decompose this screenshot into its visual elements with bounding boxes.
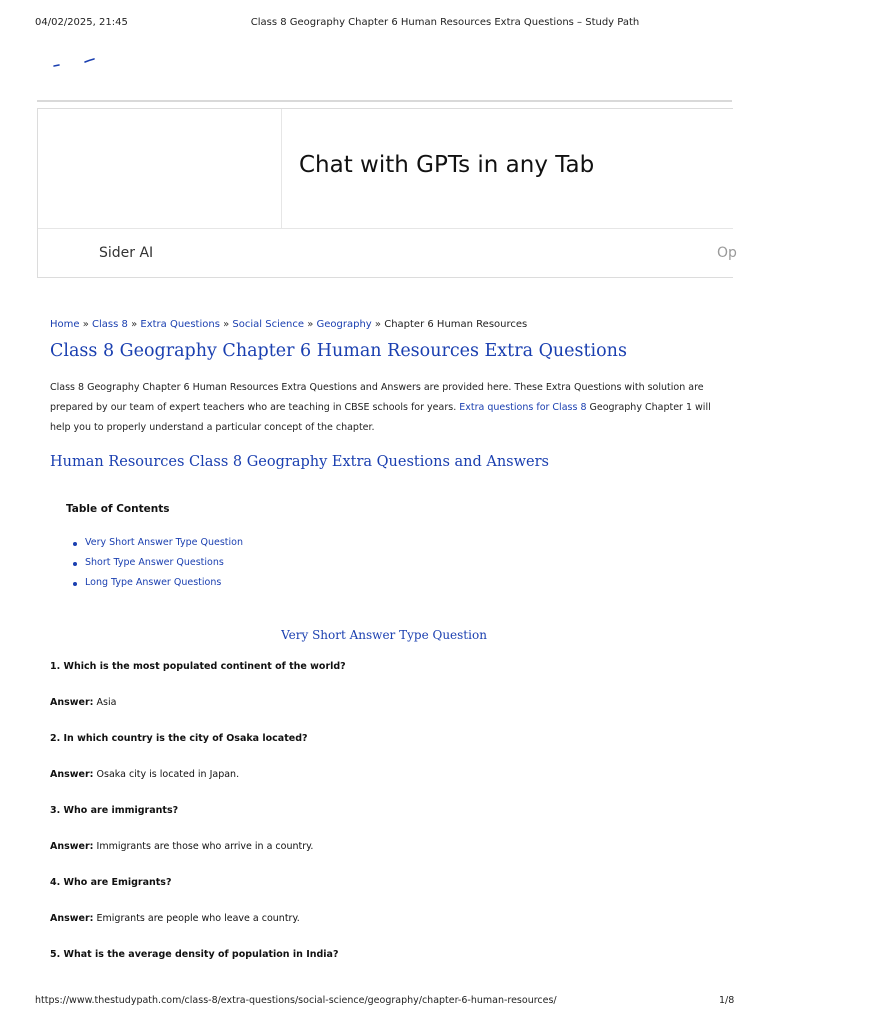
breadcrumb-extra-questions[interactable]: Extra Questions — [140, 319, 220, 330]
answer-3 — [50, 841, 313, 852]
breadcrumb-current: Chapter 6 Human Resources — [384, 319, 528, 330]
breadcrumb-separator: » — [223, 319, 230, 330]
answer-text: Emigrants are people who leave a country. — [96, 913, 300, 924]
toc-link-very-short[interactable]: Very Short Answer Type Question — [85, 537, 244, 548]
toc-list — [70, 537, 243, 597]
breadcrumb-separator: » — [131, 319, 138, 330]
toc-item — [70, 537, 243, 557]
intro-text-continued: Geography Chapter 1 will help you to properly understand a particular concept of the chapter. — [50, 402, 711, 433]
ad-divider — [38, 228, 733, 229]
intro-paragraph — [50, 378, 722, 438]
section-heading: Very Short Answer Type Question — [281, 628, 487, 642]
answer-label: Answer: — [50, 841, 94, 852]
ad-banner[interactable] — [37, 108, 737, 278]
ad-headline[interactable]: Chat with GPTs in any Tab — [299, 152, 595, 178]
section-subtitle: Human Resources Class 8 Geography Extra Questions and Answers — [50, 454, 549, 470]
extra-questions-link[interactable]: Extra questions for Class 8 — [459, 402, 587, 413]
toc-title: Table of Contents — [66, 503, 170, 515]
answer-1 — [50, 697, 116, 708]
intro-text: Class 8 Geography Chapter 6 Human Resources Extra Questions and Answers are provided here. These Extra Questions with solution are prepared by our team of expert teachers who are teaching in CBSE schools for years. — [50, 382, 704, 413]
question-3: 3. Who are immigrants? — [50, 805, 179, 816]
breadcrumb-social-science[interactable]: Social Science — [232, 319, 304, 330]
answer-2 — [50, 769, 239, 780]
ad-brand[interactable]: Sider AI — [99, 245, 154, 261]
question-1: 1. Which is the most populated continent of the world? — [50, 661, 346, 672]
toc-link-short[interactable]: Short Type Answer Questions — [85, 557, 224, 568]
question-2: 2. In which country is the city of Osaka located? — [50, 733, 308, 744]
answer-text: Osaka city is located in Japan. — [96, 769, 240, 780]
breadcrumb — [50, 319, 527, 330]
ad-image-placeholder — [38, 109, 282, 228]
breadcrumb-home[interactable]: Home — [50, 319, 80, 330]
ad-open-button[interactable]: Op — [717, 245, 737, 261]
answer-label: Answer: — [50, 697, 94, 708]
answer-label: Answer: — [50, 913, 94, 924]
print-page-title: Class 8 Geography Chapter 6 Human Resources Extra Questions – Study Path — [250, 17, 640, 28]
print-page-number: 1/8 — [719, 995, 735, 1006]
question-5: 5. What is the average density of population in India? — [50, 949, 339, 960]
print-url: https://www.thestudypath.com/class-8/extra-questions/social-science/geography/chapter-6-human-resources/ — [35, 995, 557, 1006]
breadcrumb-class-8[interactable]: Class 8 — [92, 319, 128, 330]
answer-text: Asia — [96, 697, 117, 708]
toc-link-long[interactable]: Long Type Answer Questions — [85, 577, 222, 588]
answer-text: Immigrants are those who arrive in a country. — [96, 841, 314, 852]
question-4: 4. Who are Emigrants? — [50, 877, 172, 888]
answer-4 — [50, 913, 300, 924]
breadcrumb-separator: » — [82, 319, 89, 330]
header-divider — [37, 100, 732, 102]
answer-label: Answer: — [50, 769, 94, 780]
breadcrumb-separator: » — [374, 319, 382, 330]
toc-item — [70, 557, 243, 577]
site-logo[interactable] — [48, 54, 100, 72]
breadcrumb-geography[interactable]: Geography — [316, 319, 372, 330]
print-datetime: 04/02/2025, 21:45 — [35, 17, 128, 28]
toc-item — [70, 577, 243, 597]
page-title: Class 8 Geography Chapter 6 Human Resources Extra Questions — [50, 341, 627, 361]
breadcrumb-separator: » — [307, 319, 314, 330]
